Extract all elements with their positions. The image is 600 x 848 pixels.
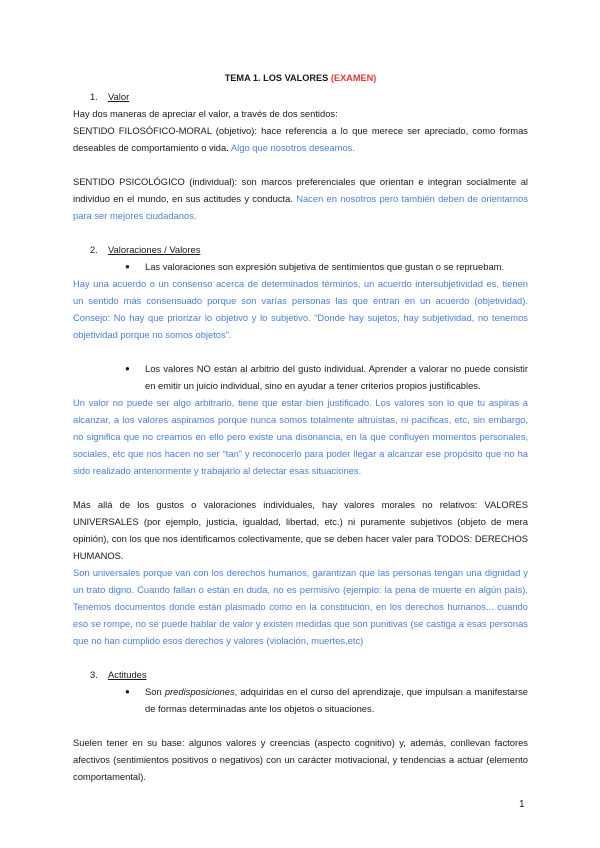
valores-universales-paragraph: Más allá de los gustos o valoraciones individuales, hay valores morales no relativos: VALORES UNIVERSALES (por ejemplo, justicia, igualdad, libertad, etc.) ni puramente subjetivos (objeto de mera opinión), con los que nos identificamos colectivamente, que se deben hacer valer para TODOS: DERECHOS HUMANOS. bbox=[73, 499, 528, 561]
psicologico-text: SENTIDO PSICOLÓGICO (individual): son marcos preferenciales que orientan e integran socialmente al individuo en el mundo, en sus actitudes y conducta. bbox=[73, 176, 528, 204]
bullet-icon: ● bbox=[125, 687, 130, 696]
bullet-text-emphasis: predisposiciones bbox=[164, 686, 235, 697]
title-exam-tag: (EXAMEN) bbox=[330, 73, 377, 83]
section-heading-valor bbox=[73, 88, 528, 105]
bullet-text: Las valoraciones son expresión subjetiva de sentimientos que gustan o se repruebam. bbox=[145, 261, 505, 272]
bullet-icon: ● bbox=[125, 364, 130, 373]
sentido-psicologico-paragraph bbox=[73, 173, 528, 224]
section-title: Valor bbox=[108, 91, 130, 102]
page-title bbox=[73, 70, 528, 87]
bullet-text: Los valores NO están al arbitrio del gusto individual. Aprender a valorar no puede consistir en emitir un juicio individual, sino en ayudar a tener criterios propios justificables. bbox=[145, 363, 528, 391]
title-main: TEMA 1. LOS VALORES bbox=[224, 73, 329, 83]
bullet-text-pre: Son bbox=[145, 686, 165, 697]
note-paragraph: Son universales porque van con los derechos humanos, garantizan que las personas tengan una dignidad y un trato digno. Cuando fallan o están en duda, no es permisivo (ejemplo: la pena de muerte en algún país). Tenemos documentos donde están plasmado como en la constitución, en los derechos humanos... cuando eso se rompe, no se puede hablar de valor y existen medidas que son punitivas (se castiga a esas personas que no han cumplido esos derechos y valores (violación, muertes,etc) bbox=[73, 567, 528, 646]
bullet-item bbox=[73, 683, 528, 717]
actitudes-paragraph: Suelen tener en su base: algunos valores y creencias (aspecto cognitivo) y, además, conllevan factores afectivos (sentimientos positivos o negativos) con un carácter motivacional, y tendencias a actuar (elemento comportamental). bbox=[73, 737, 528, 782]
section-number: 2. bbox=[90, 244, 98, 255]
bullet-item bbox=[73, 360, 528, 394]
psicologico-note: Nacen en nosotros pero también deben de orientarnos para ser mejores ciudadanos. bbox=[73, 193, 529, 221]
document-body bbox=[73, 70, 528, 785]
section-number: 3. bbox=[90, 669, 98, 680]
section-number: 1. bbox=[90, 91, 98, 102]
valor-intro: Hay dos maneras de apreciar el valor, a través de dos sentidos: bbox=[73, 108, 338, 119]
section-title: Valoraciones / Valores bbox=[108, 244, 201, 255]
page-number: 1 bbox=[519, 799, 525, 810]
filosofico-note: Algo que nosotros deseamos. bbox=[230, 142, 355, 153]
section-heading-actitudes bbox=[73, 666, 528, 683]
section-heading-valoraciones bbox=[73, 241, 528, 258]
note-paragraph: Un valor no puede ser algo arbitrario, tiene que estar bien justificado. Los valores son lo que tu aspiras a alcanzar, a los valores aspiramos porque nunca somos totalmente altruistas, ni pacíficas, etc, sin embargo, no significa que no creamos en ello pero existe una disonancia, en la que confluyen momentos personales, sociales, etc que nos hacen no ser “tan” y reconocerlo para poder llegar a alcanzar ese propósito que no ha sido realizado anteriormente y trabajarlo al detectar esas situaciones. bbox=[73, 397, 528, 476]
bullet-text-post: , adquiridas en el curso del aprendizaje, que impulsan a manifestarse de formas determinadas ante los objetos o situaciones. bbox=[145, 686, 528, 714]
filosofico-text: SENTIDO FILOSÓFICO-MORAL (objetivo): hace referencia a lo que merece ser apreciado, como formas deseables de comportamiento o vida. bbox=[73, 125, 528, 153]
bullet-item bbox=[73, 258, 528, 275]
section-title: Actitudes bbox=[108, 669, 147, 680]
note-paragraph: Hay una acuerdo o un consenso acerca de determinados términos, un acuerdo intersubjetividad es, tienen un sentido más consensuado porque son varías personas las que entran en un acuerdo (objetividad). Consejo: No hay que priorizar lo objetivo y lo subjetivo. “Donde hay sujetos, hay subjetividad, no tenemos objetividad porque no somos objetos”. bbox=[73, 278, 528, 340]
bullet-icon: ● bbox=[125, 262, 130, 271]
sentido-filosofico-paragraph bbox=[73, 122, 528, 156]
